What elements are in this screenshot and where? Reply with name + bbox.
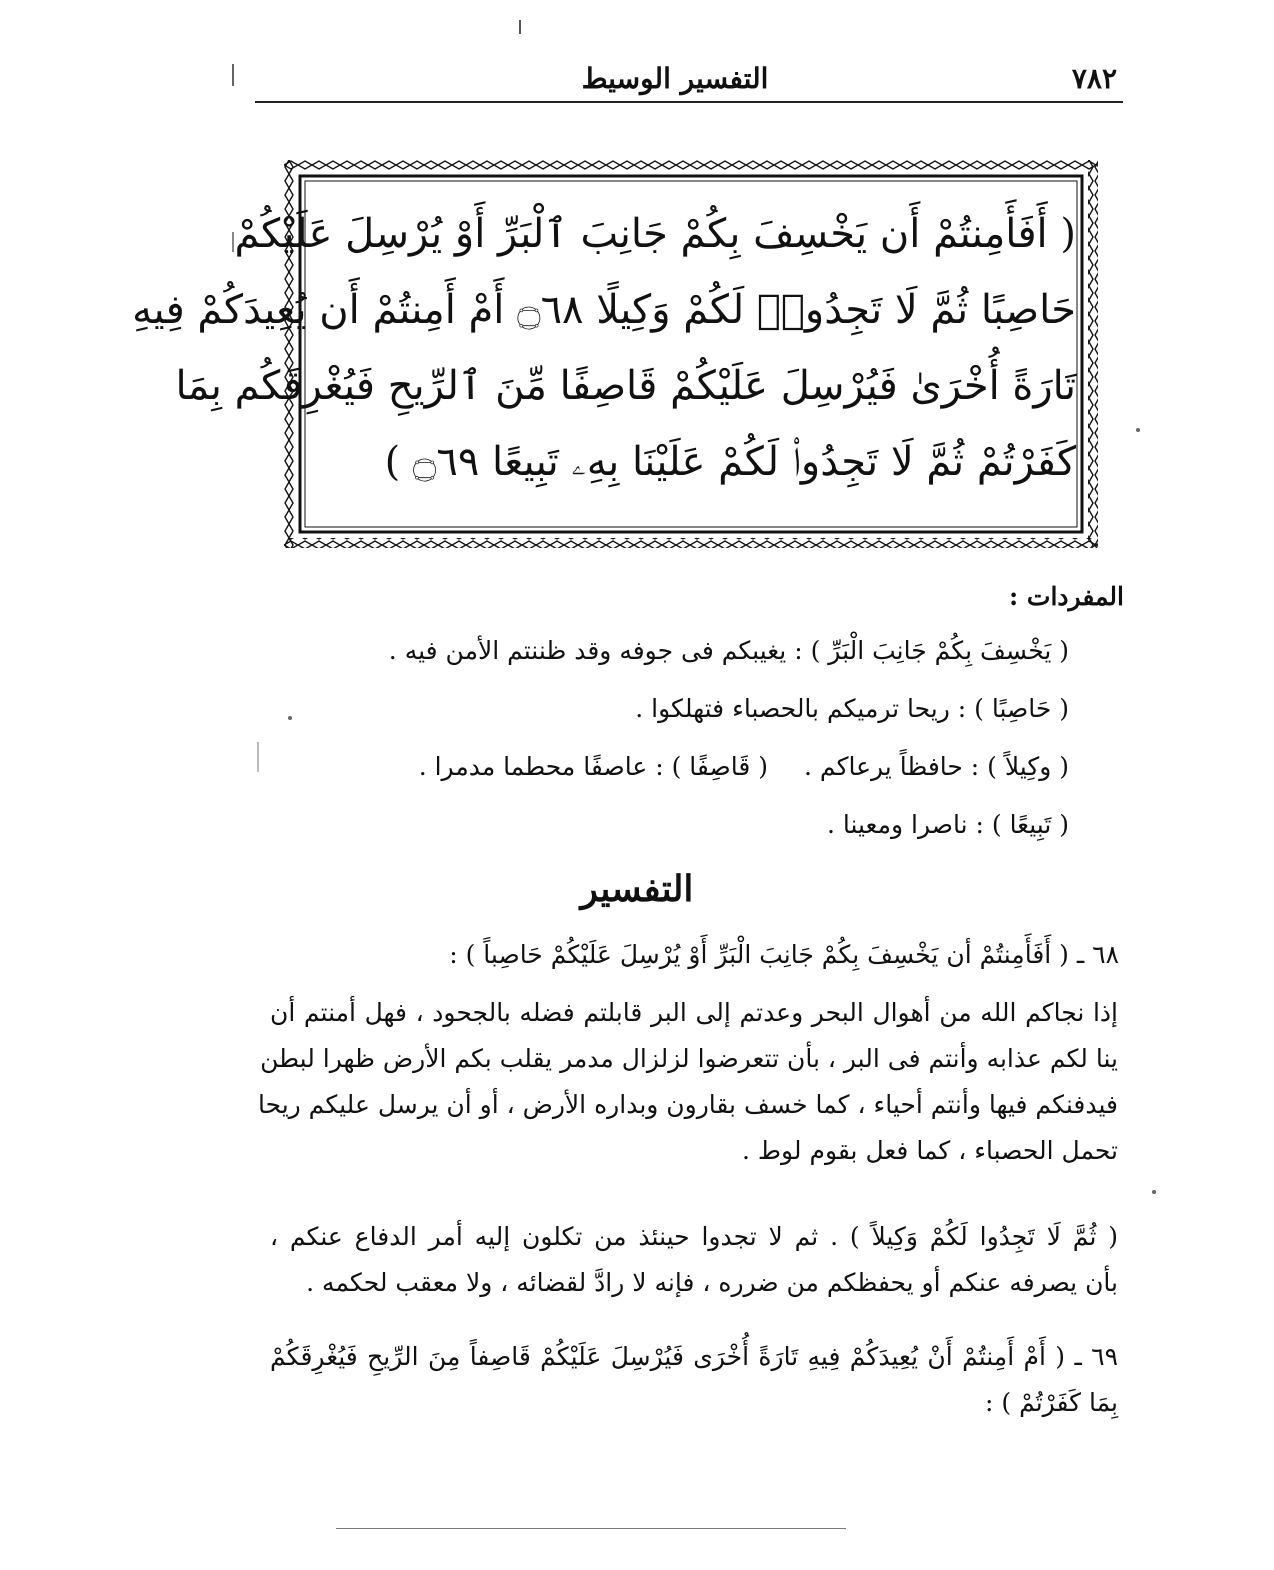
verse-line: حَاصِبًا ثُمَّ لَا تَجِدُوا۟ لَكُمْ وَكِيلًا ۝٦٨ أَمْ أَمِنتُمْ أَن يُعِيدَكُمْ فِيهِ: [132, 287, 1076, 333]
vocabulary-heading: المفردات :: [1008, 582, 1124, 611]
commentary-paragraph: [257, 990, 1118, 1174]
vocabulary-item-row: [419, 752, 1069, 781]
text-line: بِمَا كَفَرْتُمْ ) :: [985, 1388, 1118, 1417]
header-rule: [255, 101, 1123, 103]
vocabulary-item: ( حَاصِبًا ) : ريحا ترميكم بالحصباء فتهلكوا .: [635, 694, 1069, 723]
vocabulary-item: ( وكِيلاً ) : حافظاً يرعاكم .: [804, 752, 1069, 781]
page-header: [255, 58, 1123, 102]
scan-speck: [288, 716, 292, 720]
vocabulary-item: ( تَبِيعًا ) : ناصرا ومعينا .: [826, 810, 1069, 839]
scan-speck: [1152, 1190, 1156, 1194]
vocabulary-item: ( يَخْسِفَ بِكُمْ جَانِبَ الْبَرِّ ) : يغيبكم فى جوفه وقد ظننتم الأمن فيه .: [388, 636, 1069, 665]
running-title: التفسير الوسيط: [581, 62, 769, 95]
text-line: إذا نجاكم الله من أهوال البحر وعدتم إلى البر قابلتم فضله بالجحود ، فهل أمنتم أن: [270, 998, 1118, 1027]
verse-68-heading: ٦٨ ـ ( أَفَأَمِنتُمْ أن يَخْسِفَ بِكُمْ جَانِبَ الْبَرِّ أَوْ يُرْسِلَ عَلَيْكُمْ حَاصِباً ) :: [449, 940, 1119, 969]
verse-frame: [132, 160, 1098, 548]
verse-line: تَارَةً أُخْرَىٰ فَيُرْسِلَ عَلَيْكُمْ قَاصِفًا مِّنَ ٱلرِّيحِ فَيُغْرِقَكُم بِمَا: [175, 363, 1076, 409]
verse-line: ( أَفَأَمِنتُمْ أَن يَخْسِفَ بِكُمْ جَانِبَ ٱلْبَرِّ أَوْ يُرْسِلَ عَلَيْكُمْ: [234, 211, 1076, 257]
text-line: ( ثُمَّ لَا تَجِدُوا لَكُمْ وَكِيلاً ) . ثم لا تجدوا حينئذ من تكلون إليه أمر الدفاع عنكم ،: [270, 1222, 1118, 1251]
commentary-paragraph: [270, 1214, 1118, 1306]
text-line: بأن يصرفه عنكم أو يحفظكم من ضرره ، فإنه لا رادَّ لقضائه ، ولا معقب لحكمه .: [306, 1268, 1118, 1297]
scan-mark: [519, 20, 521, 34]
scan-speck: [1136, 428, 1140, 432]
scan-mark: [232, 64, 234, 86]
scan-mark: [257, 742, 259, 772]
vocabulary-item: ( قَاصِفًا ) : عاصفًا محطما مدمرا .: [418, 752, 769, 781]
quran-verses: [132, 196, 1076, 518]
verse-line: كَفَرْتُمْ ثُمَّ لَا تَجِدُوا۟ لَكُمْ عَلَيْنَا بِهِۦ تَبِيعًا ۝٦٩ ): [384, 439, 1076, 485]
page-number: ٧٨٢: [1071, 62, 1117, 95]
text-line: ٦٩ ـ ( أَمْ أَمِنتُمْ أَنْ يُعِيدَكُمْ فِيهِ تَارَةً أُخْرَى فَيُرْسِلَ عَلَيْكُمْ قَاصِفاً مِنَ الرِّيحِ فَيُغْرِقَكُمْ: [270, 1342, 1118, 1371]
scan-mark: [232, 232, 234, 252]
text-line: ينا لكم عذابه وأنتم فى البر ، بأن تتعرضوا لزلزال مدمر يقلب بكم الأرض ظهرا لبطن: [260, 1044, 1118, 1073]
section-title: التفسير: [580, 868, 694, 910]
text-line: فيدفنكم فيها وأنتم أحياء ، كما خسف بقارون وبداره الأرض ، أو أن يرسل عليكم ريحا: [257, 1090, 1118, 1119]
text-line: تحمل الحصباء ، كما فعل بقوم لوط .: [742, 1136, 1118, 1165]
verse-69-heading: [270, 1334, 1118, 1426]
bottom-rule: [336, 1528, 846, 1529]
